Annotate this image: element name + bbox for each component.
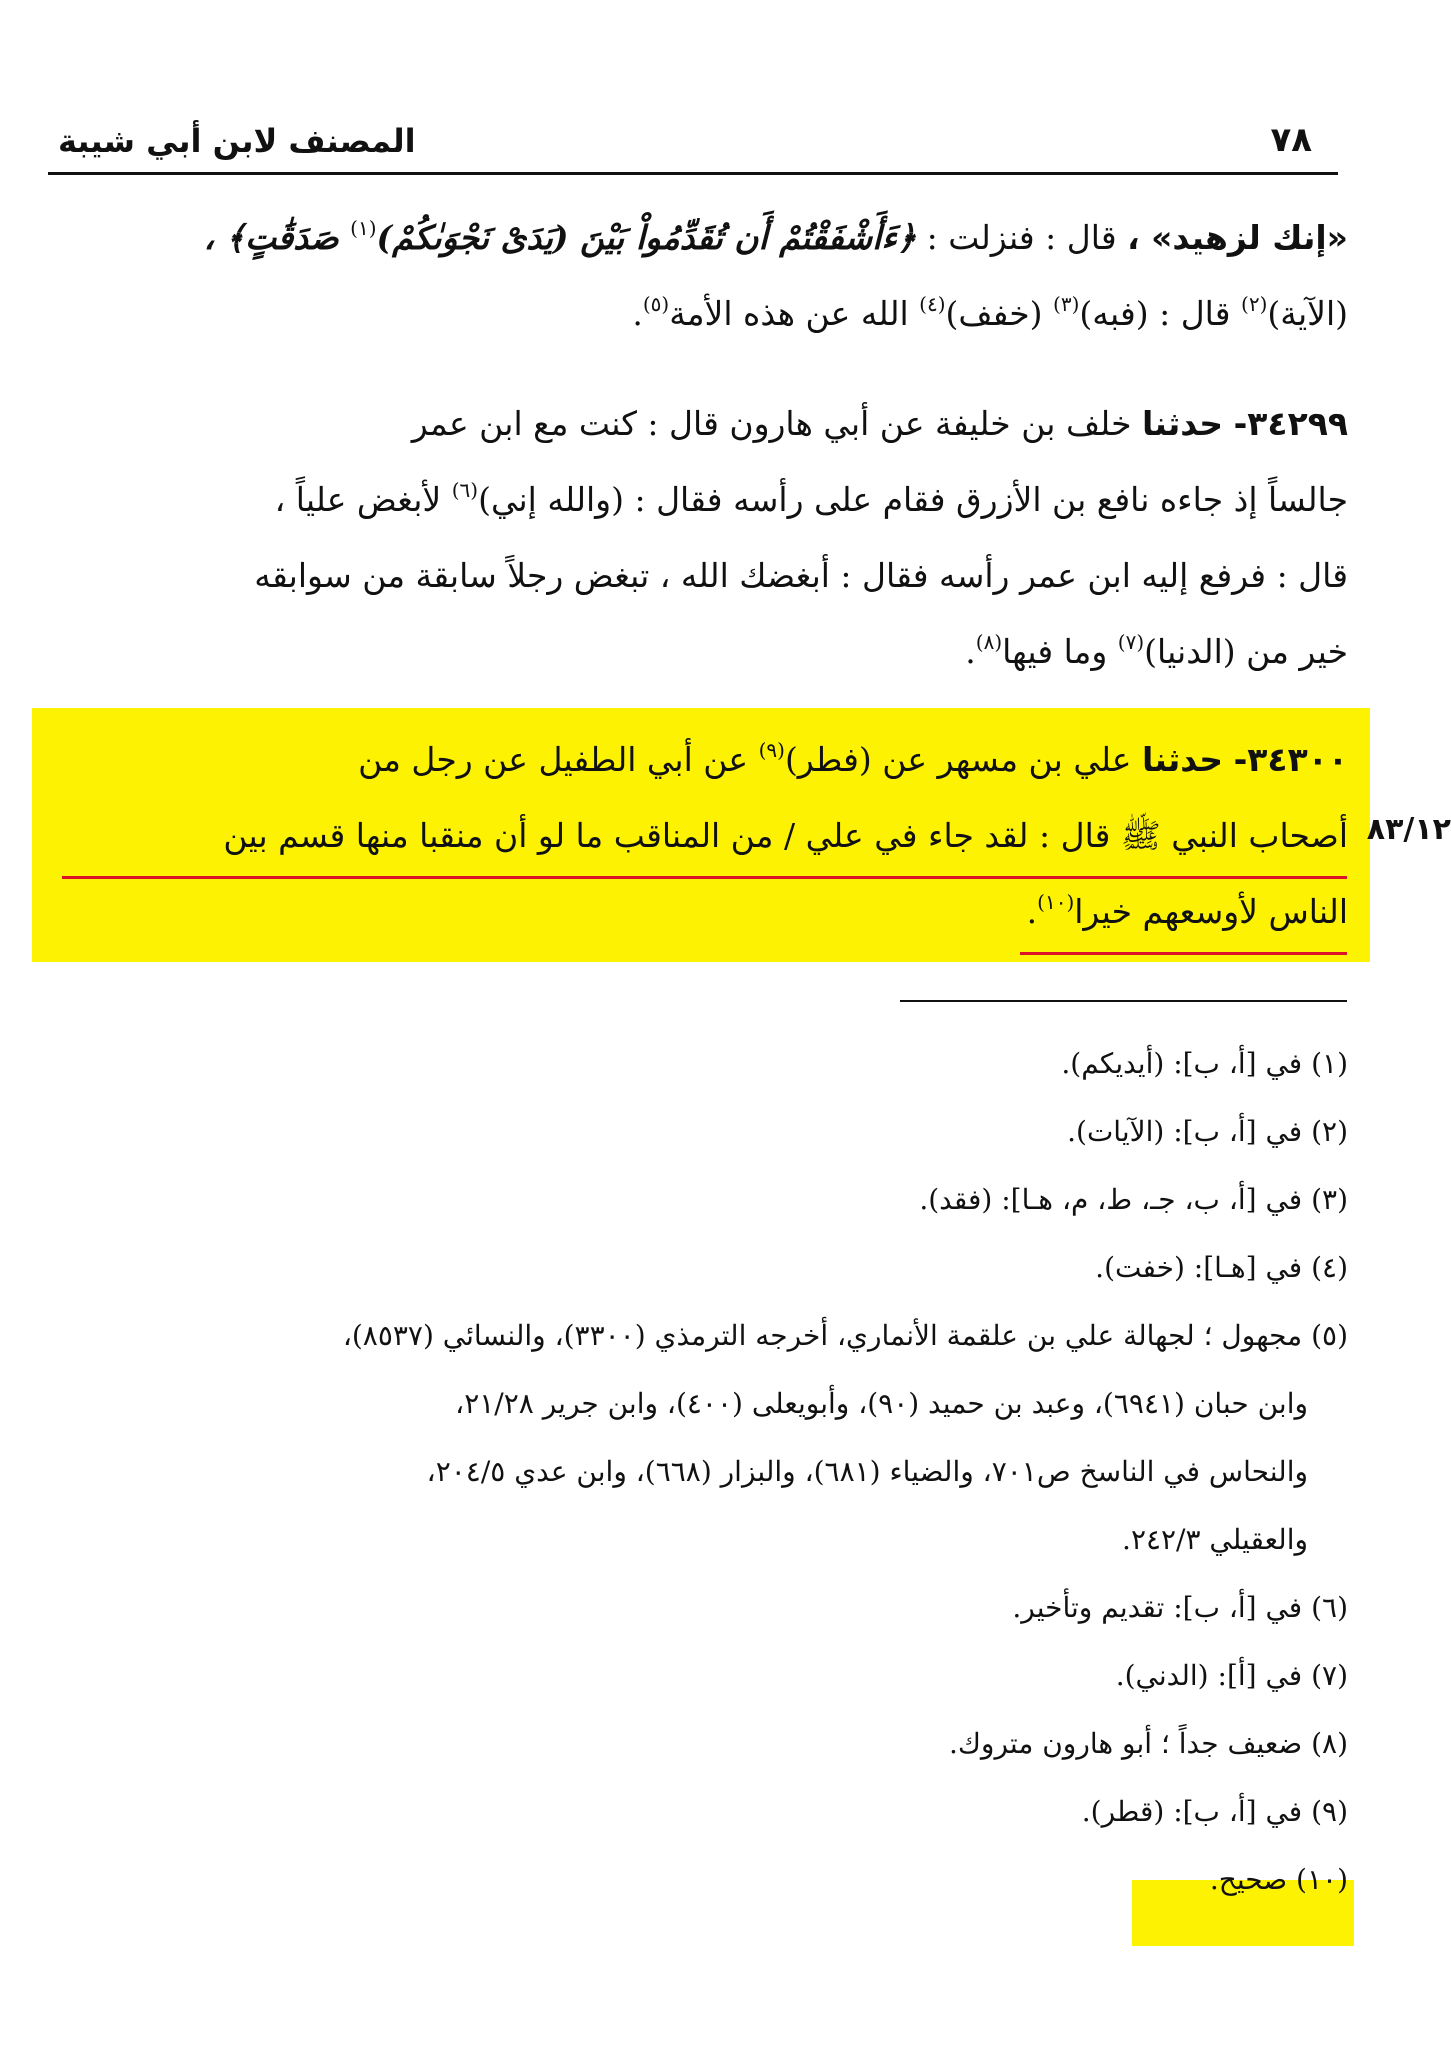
footnote-ref: (١)	[350, 216, 377, 240]
footnote-ref: (٨)	[975, 630, 1003, 654]
page-header	[48, 118, 1338, 168]
footnote-ref: (٧)	[1117, 630, 1145, 654]
hadith-34300	[58, 722, 1348, 950]
footnote: (٨) ضعيف جداً ؛ أبو هارون متروك.	[948, 1727, 1348, 1760]
red-underline	[1020, 952, 1347, 955]
text-line: قال : فرفع إليه ابن عمر رأسه فقال : أبغضك الله ، تبغض رجلاً سابقة من سوابقه	[254, 556, 1348, 595]
footnote-ref: (٦)	[451, 478, 479, 502]
footnote-ref: (٤)	[919, 292, 946, 316]
footnote-ref: (٢)	[1241, 292, 1268, 316]
footnote: (٩) في [أ، ب]: (قطر).	[1081, 1795, 1348, 1828]
text-line: جالساً إذ جاءه نافع بن الأزرق فقام على رأسه فقال : (والله إني)$^{(٦)}$ لأبغض علياً ،	[274, 478, 1348, 519]
text-line: (الآية)$^{(٢)}$ قال : (فبه)$^{(٣)}$ (خفف)$^{(٤)}$ الله عن هذه الأمة$^{(٥)}$.	[632, 292, 1348, 333]
footnote-continuation: والنحاس في الناسخ ص٧٠١، والضياء (٦٨١)، والبزار (٦٦٨)، وابن عدي ٢٠٤/٥،	[426, 1455, 1308, 1488]
hadith-number: ٣٤٣٠٠-	[1233, 740, 1348, 779]
book-title: المصنف لابن أبي شيبة	[58, 122, 416, 160]
footnote-ref: (٩)	[758, 738, 785, 762]
footnote: (٥) مجهول ؛ لجهالة علي بن علقمة الأنماري، أخرجه الترمذي (٣٣٠٠)، والنسائي (٨٥٣٧)،	[342, 1319, 1348, 1352]
text-line: «إنك لزهيد» ، قال : فنزلت : ﴿ءَأَشْفَقْتُمْ أَن تُقَدِّمُواْ بَيْنَ (يَدَىْ نَجْوَىٰكُمْ)$^{(١)}$ صَدَقَٰتٍ﴾ ،	[203, 216, 1348, 257]
quran-verse: ﴿ءَأَشْفَقْتُمْ أَن تُقَدِّمُواْ بَيْنَ (يَدَىْ نَجْوَىٰكُمْ)	[376, 218, 917, 257]
footnote-ref: (١٠)	[1037, 890, 1075, 914]
footnote-ref: (٥)	[642, 292, 670, 316]
footnote: (١) في [أ، ب]: (أيديكم).	[1061, 1047, 1348, 1080]
footnote-ref: (٣)	[1053, 292, 1080, 316]
footnote: (٦) في [أ، ب]: تقديم وتأخير.	[1012, 1591, 1348, 1624]
text-line: ٣٤٢٩٩- حدثنا خلف بن خليفة عن أبي هارون قال : كنت مع ابن عمر	[411, 404, 1348, 443]
footnote: (٧) في [أ]: (الدني).	[1115, 1659, 1348, 1692]
text-line: أصحاب النبي ﷺ قال : لقد جاء في علي / من المناقب ما لو أن منقبا منها قسم بين	[223, 816, 1348, 855]
footnote-separator	[900, 1000, 1347, 1002]
footnotes	[58, 1030, 1348, 1914]
header-rule	[48, 172, 1338, 175]
footnote: (٢) في [أ، ب]: (الآيات).	[1067, 1115, 1348, 1148]
text-line: خير من (الدنيا)$^{(٧)}$ وما فيها$^{(٨)}$.	[965, 630, 1348, 671]
margin-reference: ٨٣/١٢	[1366, 812, 1451, 847]
footnote: (٤) في [هـا]: (خفت).	[1095, 1251, 1348, 1284]
hadith-34299	[58, 386, 1348, 690]
continuation-paragraph	[58, 200, 1348, 352]
footnote-continuation: وابن حبان (٦٩٤١)، وعبد بن حميد (٩٠)، وأبويعلى (٤٠٠)، وابن جرير ٢١/٢٨،	[455, 1387, 1308, 1420]
footnote-continuation: والعقيلي ٢٤٢/٣.	[1122, 1523, 1308, 1556]
footnote: (٣) في [أ، ب، جـ، ط، م، هـا]: (فقد).	[919, 1183, 1348, 1216]
red-underline	[62, 876, 1347, 879]
hadith-number: ٣٤٢٩٩-	[1233, 404, 1348, 443]
footnote-highlighted: (١٠) صحيح.	[1209, 1863, 1348, 1896]
page-number: ٧٨	[1270, 120, 1312, 160]
text-line: الناس لأوسعهم خيرا$^{(١٠)}$.	[1026, 890, 1348, 931]
text-line: ٣٤٣٠٠- حدثنا علي بن مسهر عن (فطر)$^{(٩)}$ عن أبي الطفيل عن رجل من	[358, 738, 1348, 779]
